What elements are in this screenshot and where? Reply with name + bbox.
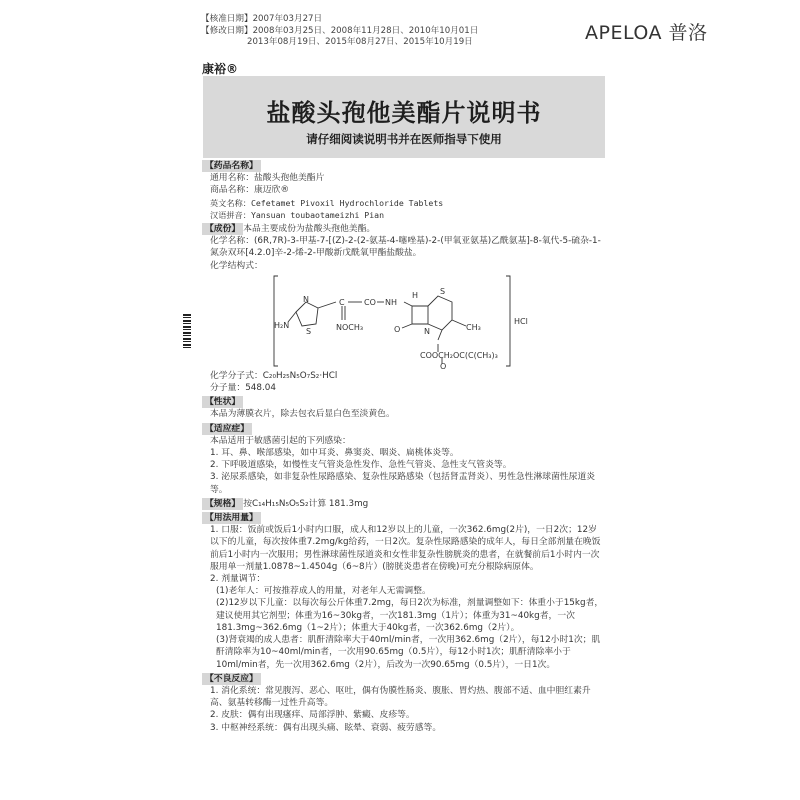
dosage-para-3: (1)老年人：可按推荐成人的用量，对老年人无需调整。 bbox=[216, 586, 431, 597]
revision-date-value: 2008年03月25日、2008年11月28日、2010年10月01日 bbox=[252, 25, 479, 36]
indication-item: 3. 泌尿系感染，如非复杂性尿路感染、复杂性尿路感染（包括肾盂肾炎）、男性急性淋球菌性尿道炎等。 bbox=[210, 472, 596, 495]
section-heading-adverse: 【不良反应】 bbox=[202, 673, 261, 685]
dosage-para-2: 2. 剂量调节： bbox=[210, 574, 266, 585]
chemical-structure bbox=[202, 272, 604, 370]
section-heading-drug-name: 【药品名称】 bbox=[202, 160, 261, 172]
indication-item: 2. 下呼吸道感染，如慢性支气管炎急性发作、急性气管炎、急性支气管炎等。 bbox=[210, 460, 512, 471]
pinyin-name: 汉语拼音：Yansuan toubaotameizhi Pian bbox=[210, 209, 385, 220]
struct-noch3: NOCH₃ bbox=[336, 322, 364, 332]
dosage-para-5: (3)肾衰竭的成人患者：肌酐清除率大于40ml/min者，一次用362.6mg（2片），每12小时1次；肌酐清除率为10~40ml/min者，一次用90.65mg（0.5片），每12小时1次；肌酐清除率小于10ml/min者，先一次用362.6mg（2片），后改为一次90.65mg（0.5片），一日1次。 bbox=[216, 635, 601, 670]
approval-date-value: 2007年03月27日 bbox=[252, 14, 323, 24]
struct-o2: O bbox=[440, 361, 447, 370]
side-barcode bbox=[183, 314, 191, 348]
struct-nh: NH bbox=[385, 297, 397, 307]
spec-text: 按C₁₄H₁₅N₅O₅S₂计算 181.3mg bbox=[243, 498, 369, 509]
english-name: 英文名称：Cefetamet Pivoxil Hydrochloride Tablets bbox=[210, 197, 444, 208]
adverse-item: 3. 中枢神经系统：偶有出现头痛、眩晕、衰弱、疲劳感等。 bbox=[210, 722, 442, 733]
struct-h: H bbox=[412, 290, 419, 300]
struct-n1: N bbox=[303, 294, 309, 304]
struct-s2: S bbox=[440, 286, 446, 296]
adverse-item: 2. 皮肤：偶有出现瘙痒、局部浮肿、紫癜、皮疹等。 bbox=[210, 710, 415, 721]
struct-n2: N bbox=[424, 326, 430, 336]
revision-date-value-2: 2013年08月19日、2015年08月27日、2015年10月19日 bbox=[247, 37, 473, 47]
composition-line bbox=[202, 221, 604, 235]
structure-label: 化学结构式： bbox=[210, 260, 263, 271]
section-heading-composition: 【成份】 bbox=[202, 223, 243, 235]
brand-logo: APELOA 普洛 bbox=[585, 22, 708, 44]
struct-co: CO bbox=[364, 297, 376, 307]
section-heading-spec: 【规格】 bbox=[202, 498, 243, 510]
trademark: 康裕® bbox=[202, 62, 239, 76]
section-heading-indications: 【适应症】 bbox=[202, 423, 252, 435]
struct-ester: COOCH₂OC(C(CH₃)₃ bbox=[420, 350, 498, 360]
struct-hcl: HCl bbox=[514, 316, 528, 326]
composition-main: 本品主要成份为盐酸头孢他美酯。 bbox=[243, 224, 376, 235]
chemical-name: 化学名称：(6R,7R)-3-甲基-7-[(Z)-2-(2-氨基-4-噻唑基)-2-(甲氧亚氨基)乙酰氨基]-8-氧代-5-硫杂-1-氮杂双环[4.2.0]辛-2-烯-2-甲酸新戊酰氧甲酯盐酸盐。 bbox=[210, 236, 601, 259]
section-heading-properties: 【性状】 bbox=[202, 396, 243, 408]
revision-dates bbox=[201, 14, 478, 49]
molecular-weight: 分子量：548.04 bbox=[210, 383, 276, 394]
dosage-para-1: 1. 口服：饭前或饭后1小时内口服，成人和12岁以上的儿童，一次362.6mg(2片)，一日2次；12岁以下的儿童，每次按体重7.2mg/kg给药，一日2次。复杂性尿路感染的成年人，每日全部剂量在晚饭前后1小时内一次服用；男性淋球菌性尿道炎和女性非复杂性膀胱炎的患者，在就餐前后1小时内一次服用单一剂量1.0878~1.4504g（6~8片）(膀胱炎患者在傍晚)可充分根除病原体。 bbox=[210, 525, 601, 572]
leaflet-body bbox=[202, 158, 604, 734]
struct-c: C bbox=[339, 297, 345, 307]
document-subtitle: 请仔细阅读说明书并在医师指导下使用 bbox=[306, 132, 502, 146]
spec-line bbox=[202, 496, 604, 510]
indications-intro: 本品适用于敏感菌引起的下列感染： bbox=[210, 435, 351, 446]
properties-text: 本品为薄膜衣片，除去包衣后显白色至淡黄色。 bbox=[210, 409, 395, 420]
struct-h2n: H₂N bbox=[274, 320, 290, 330]
revision-date-row-2 bbox=[201, 37, 478, 49]
revision-date-label: 【修改日期】 bbox=[201, 25, 253, 36]
struct-s1: S bbox=[306, 326, 312, 336]
struct-ch3: CH₃ bbox=[466, 322, 481, 332]
trade-name: 商品名称：康迈欣® bbox=[210, 185, 290, 196]
structure-drawing bbox=[202, 272, 604, 370]
approval-date-label: 【核准日期】 bbox=[201, 14, 253, 24]
indication-item: 1. 耳、鼻、喉部感染，如中耳炎、鼻窦炎、咽炎、扁桃体炎等。 bbox=[210, 448, 459, 459]
generic-name: 通用名称：盐酸头孢他美酯片 bbox=[210, 173, 325, 184]
revision-date-row bbox=[201, 26, 478, 38]
document-title: 盐酸头孢他美酯片说明书 bbox=[266, 99, 542, 127]
section-heading-dosage: 【用法用量】 bbox=[202, 512, 261, 524]
struct-o: O bbox=[394, 324, 401, 334]
approval-date-row bbox=[201, 14, 478, 26]
adverse-item: 1. 消化系统：常见腹泻、恶心、呕吐，偶有伪膜性肠炎、腹胀、胃灼热、腹部不适、血中胆红素升高、氨基转移酶一过性升高等。 bbox=[210, 685, 591, 709]
molecular-formula: 化学分子式：C₂₀H₂₅N₅O₇S₂·HCl bbox=[210, 370, 338, 381]
dosage-para-4: (2)12岁以下儿童：以每次每公斤体重7.2mg，每日2次为标准，剂量调整如下：体重小于15kg者，建议使用其它剂型；体重为16~30kg者，一次181.3mg（1片）；体重为31~40kg者，一次181.3mg~362.6mg（1~2片）；体重大于40kg者，一次362.6mg（2片）。 bbox=[216, 598, 604, 633]
